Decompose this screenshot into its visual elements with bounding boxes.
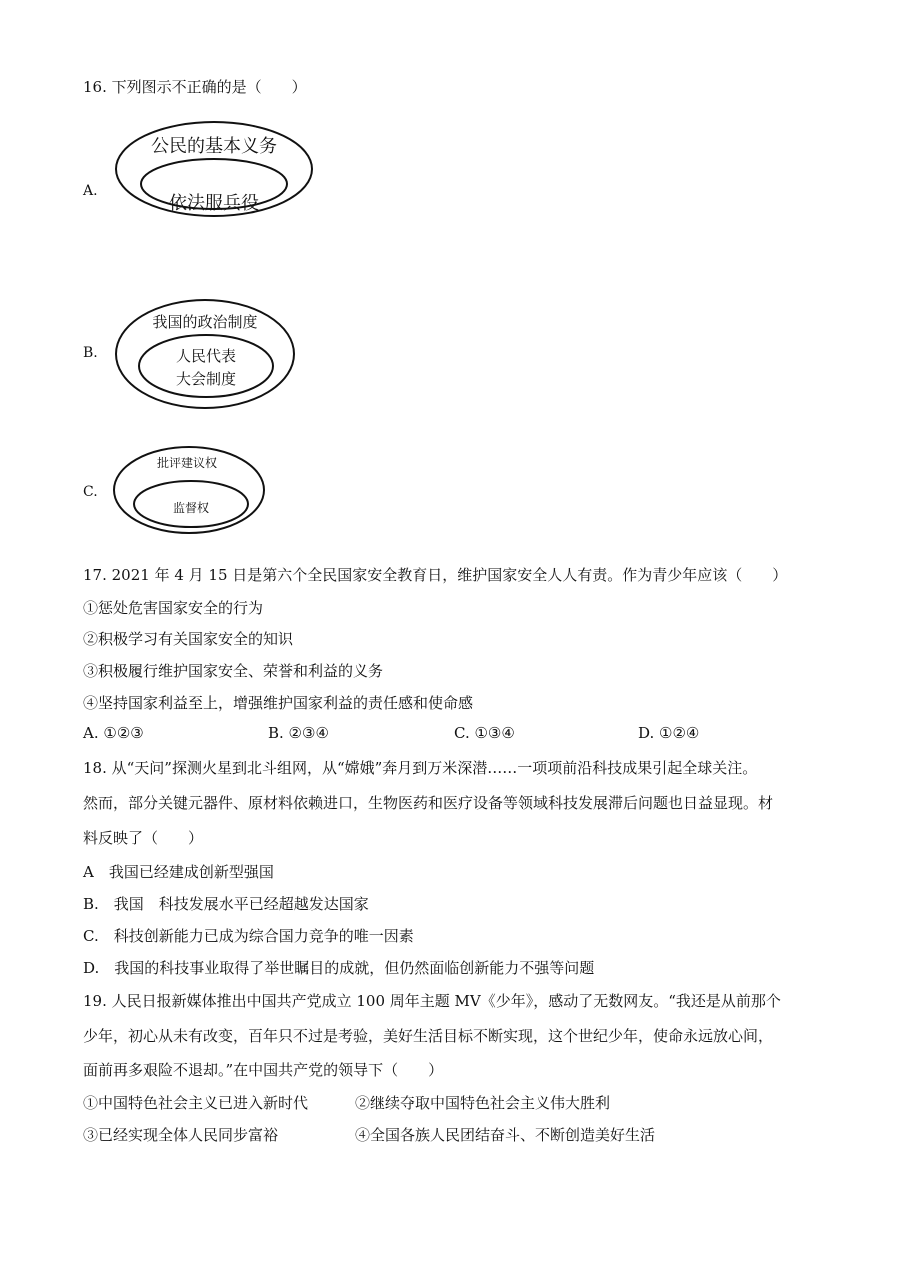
inner-label: 监督权 — [172, 501, 210, 515]
q17-choice-b: B. ②③④ — [268, 724, 329, 742]
q17-item-3: ③积极履行维护国家安全、荣誉和利益的义务 — [83, 662, 384, 680]
q16-option-c-label: C. — [83, 484, 98, 500]
q16-option-b-label: B. — [83, 345, 98, 361]
inner-label: 依法服兵役 — [169, 193, 259, 214]
q16-stem: 16. 下列图示不正确的是（ ） — [83, 78, 307, 96]
q17-choice-a: A. ①②③ — [83, 724, 144, 742]
q18-stem-line-3: 料反映了（ ） — [83, 829, 204, 847]
q19-item-3: ③已经实现全体人民同步富裕 — [83, 1126, 279, 1144]
q18-choice-d: D. 我国的科技事业取得了举世瞩目的成就，但仍然面临创新能力不强等问题 — [83, 959, 595, 977]
q18-choice-b: B. 我国 科技发展水平已经超越发达国家 — [83, 895, 369, 913]
q17-choice-c: C. ①③④ — [454, 724, 515, 742]
q19-stem-line-2: 少年，初心从未有改变，百年只不过是考验，美好生活目标不断实现，这个世纪少年，使命永远放心间， — [83, 1027, 774, 1045]
q19-item-4: ④全国各族人民团结奋斗、不断创造美好生活 — [355, 1126, 656, 1144]
q19-item-1: ①中国特色社会主义已进入新时代 — [83, 1094, 309, 1112]
outer-label: 我国的政治制度 — [152, 313, 258, 331]
q18-choice-c: C. 科技创新能力已成为综合国力竞争的唯一因素 — [83, 927, 414, 945]
q18-choice-a: A 我国已经建成创新型强国 — [83, 863, 274, 881]
q17-stem: 17. 2021 年 4 月 15 日是第六个全民国家安全教育日，维护国家安全人人有责。作为青少年应该（ ） — [83, 566, 788, 584]
q17-item-4: ④坚持国家利益至上，增强维护国家利益的责任感和使命感 — [83, 694, 474, 712]
q19-stem-line-3: 面前再多艰险不退却。”在中国共产党的领导下（ ） — [83, 1061, 444, 1079]
q19-stem-line-1: 19. 人民日报新媒体推出中国共产党成立 100 周年主题 MV《少年》，感动了无数网友。“我还是从前那个 — [83, 992, 781, 1010]
q18-stem-line-2: 然而，部分关键元器件、原材料依赖进口，生物医药和医疗设备等领域科技发展滞后问题也日益显现。材 — [83, 794, 774, 812]
q18-stem-line-1: 18. 从“天问”探测火星到北斗组网，从“嫦娥”奔月到万米深潜……一项项前沿科技成果引起全球关注。 — [83, 759, 758, 777]
q17-item-1: ①惩处危害国家安全的行为 — [83, 599, 264, 617]
inner-label-line1: 人民代表 — [175, 347, 237, 365]
q17-choice-d: D. ①②④ — [638, 724, 700, 742]
q16-option-a-diagram — [113, 120, 318, 220]
q19-item-2: ②继续夺取中国特色社会主义伟大胜利 — [355, 1094, 611, 1112]
outer-label: 批评建议权 — [156, 456, 218, 470]
q16-option-b-diagram — [113, 297, 303, 412]
q16-option-a-label: A. — [83, 183, 98, 199]
q17-item-2: ②积极学习有关国家安全的知识 — [83, 630, 294, 648]
outer-label: 公民的基本义务 — [151, 136, 277, 157]
inner-label-line2: 大会制度 — [175, 370, 237, 388]
q16-option-c-diagram — [111, 443, 276, 543]
